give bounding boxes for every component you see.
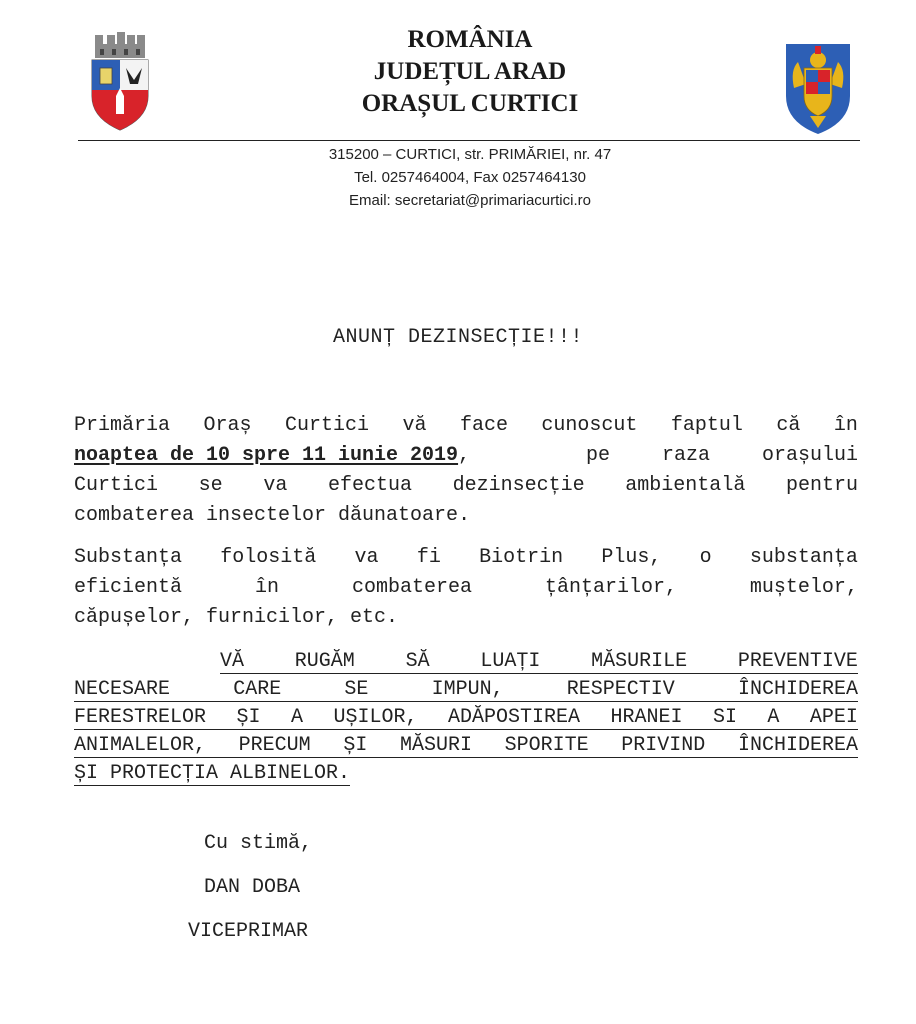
word: PRIVIND (621, 734, 706, 757)
address-line: 315200 – CURTICI, str. PRIMĂRIEI, nr. 47 (328, 146, 612, 163)
word: LUAȚI (480, 650, 541, 673)
word: CARE (233, 678, 282, 701)
word: Curtici (284, 414, 369, 437)
word: va (354, 546, 379, 569)
header-country: ROMÂNIA (407, 26, 533, 53)
word: SE (344, 678, 369, 701)
word: în (833, 414, 858, 437)
word: Primăria (74, 414, 171, 437)
word: o (699, 546, 712, 569)
word: MĂSURILE (591, 650, 688, 673)
word: dezinsecție (452, 474, 585, 497)
word: raza (661, 444, 710, 467)
word: FERESTRELOR (74, 706, 207, 729)
p1-line-1 (74, 414, 858, 437)
word: face (459, 414, 508, 437)
signatory-role: VICEPRIMAR (188, 920, 309, 943)
email-line: Email: secretariat@primariacurtici.ro (349, 192, 591, 209)
closing-salutation: Cu stimă, (204, 832, 313, 855)
p3-line-3 (74, 706, 858, 730)
word: Curtici (74, 474, 159, 497)
p2-line-1 (74, 546, 858, 569)
word: fi (416, 546, 441, 569)
p1-line-2: noaptea de 10 spre 11 iunie 2019, pe raza orașului (74, 444, 858, 467)
signatory-name: DAN DOBA (204, 876, 301, 899)
word: vă (402, 414, 427, 437)
header-town: ORAȘUL CURTICI (361, 90, 579, 117)
notice-title: ANUNȚ DEZINSECȚIE!!! (332, 326, 584, 349)
word: efectua (327, 474, 412, 497)
word: pe (586, 444, 611, 467)
word: Biotrin (479, 546, 564, 569)
word: A (290, 706, 303, 729)
word: ȘI (343, 734, 368, 757)
word: RESPECTIV (566, 678, 675, 701)
p1-line-2-rest (586, 444, 858, 467)
word: folosită (220, 546, 317, 569)
word: Plus, (601, 546, 662, 569)
word: PREVENTIVE (737, 650, 858, 673)
word: VĂ (220, 650, 245, 673)
word: țânțarilor, (544, 576, 677, 599)
word: APEI (809, 706, 858, 729)
dezinsection-date: noaptea de 10 spre 11 iunie 2019 (74, 444, 459, 467)
word: ADĂPOSTIREA (447, 706, 580, 729)
word: UȘILOR, (333, 706, 418, 729)
word: PRECUM (238, 734, 311, 757)
word: ÎNCHIDEREA (737, 734, 858, 757)
word: combaterea (351, 576, 472, 599)
word: IMPUN, (431, 678, 504, 701)
word: că (776, 414, 801, 437)
word: RUGĂM (294, 650, 355, 673)
p3-line-1 (220, 650, 858, 674)
p1-line-4: combaterea insectelor dăunatoare. (74, 504, 471, 527)
header-divider (78, 140, 860, 141)
p3-line-2 (74, 678, 858, 702)
word: ÎNCHIDEREA (737, 678, 858, 701)
p3-line-5: ȘI PROTECȚIA ALBINELOR. (74, 762, 351, 785)
word: substanța (749, 546, 858, 569)
word: va (263, 474, 288, 497)
word: SI (712, 706, 737, 729)
word: în (254, 576, 279, 599)
word: orașului (761, 444, 858, 467)
header-county: JUDEȚUL ARAD (373, 58, 567, 85)
word: HRANEI (610, 706, 683, 729)
word: SĂ (405, 650, 430, 673)
word: muștelor, (749, 576, 858, 599)
word: Oraș (203, 414, 252, 437)
word: A (767, 706, 780, 729)
word: MĂSURI (399, 734, 472, 757)
word: ANIMALELOR, (74, 734, 207, 757)
word: se (198, 474, 223, 497)
p2-line-2 (74, 576, 858, 599)
p3-line-4 (74, 734, 858, 758)
romania-coat-of-arms (784, 40, 852, 136)
word: ȘI (236, 706, 261, 729)
phone-fax-line: Tel. 0257464004, Fax 0257464130 (354, 169, 586, 186)
word: eficientă (74, 576, 183, 599)
word: cunoscut (541, 414, 638, 437)
word: ambientală (625, 474, 746, 497)
word: SPORITE (504, 734, 589, 757)
word: NECESARE (74, 678, 171, 701)
word: Substanța (74, 546, 183, 569)
p2-line-3: căpușelor, furnicilor, etc. (74, 606, 399, 629)
word: pentru (785, 474, 858, 497)
p1-line-3 (74, 474, 858, 497)
word: faptul (670, 414, 743, 437)
curtici-coat-of-arms (86, 30, 154, 134)
